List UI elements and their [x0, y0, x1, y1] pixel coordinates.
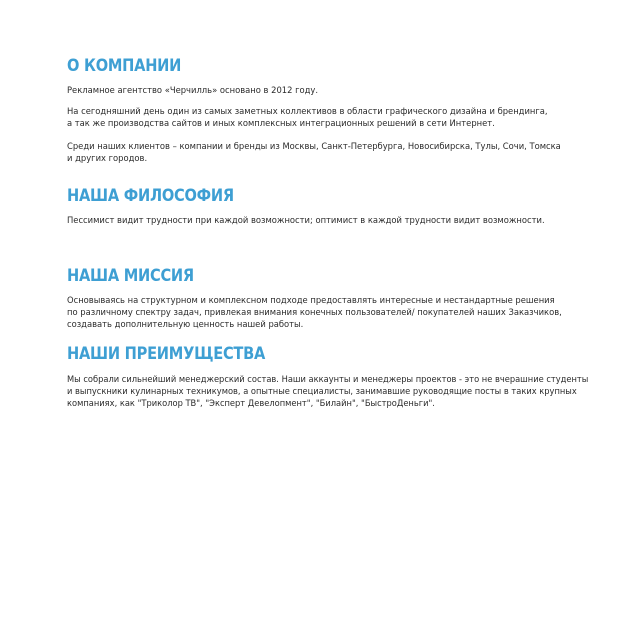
text-line: Основываясь на структурном и комплексном подходе предоставлять интересные и нестандартные решения — [67, 295, 555, 305]
about-paragraph-1 — [67, 85, 318, 97]
text-line: компаниях, как "Триколор ТВ", "Эксперт Девелопмент", "Билайн", "БыстроДеньги". — [67, 397, 435, 408]
text-line: по различному спектру задач, привлекая внимания конечных пользователей/ покупателей наших Заказчиков, — [67, 306, 562, 317]
advantages-paragraph — [67, 374, 588, 409]
text-line: и выпускники кулинарных техникумов, а опытные специалисты, занимавшие руководящие посты в таких крупных — [67, 385, 577, 396]
section-heading-philosophy: НАША ФИЛОСОФИЯ — [67, 186, 234, 206]
text-line: Среди наших клиентов – компании и бренды из Москвы, Санкт-Петербурга, Новосибирска, Тулы, Сочи, Томска — [67, 141, 561, 151]
section-heading-advantages: НАШИ ПРЕИМУЩЕСТВА — [67, 344, 266, 364]
text-line: Мы собрали сильнейший менеджерский состав. Наши аккаунты и менеджеры проектов - это не вчерашние студенты — [67, 374, 589, 384]
philosophy-paragraph — [67, 215, 545, 227]
text-line: Рекламное агентство «Черчилль» основано в 2012 году. — [67, 85, 319, 95]
about-paragraph-3 — [67, 141, 561, 165]
about-paragraph-2 — [67, 106, 548, 130]
text-line: На сегодняшний день один из самых заметных коллективов в области графического дизайна и брендинга, — [67, 106, 548, 116]
text-line: и других городов. — [67, 152, 148, 163]
mission-paragraph — [67, 295, 562, 330]
text-line: Пессимист видит трудности при каждой возможности; оптимист в каждой трудности видит возможности. — [67, 215, 545, 225]
section-heading-about: О КОМПАНИИ — [67, 56, 182, 76]
text-line: а так же производства сайтов и иных комплексных интеграционных решений в сети Интернет. — [67, 117, 495, 128]
section-heading-mission: НАША МИССИЯ — [67, 266, 194, 286]
text-line: создавать дополнительную ценность нашей работы. — [67, 318, 304, 329]
